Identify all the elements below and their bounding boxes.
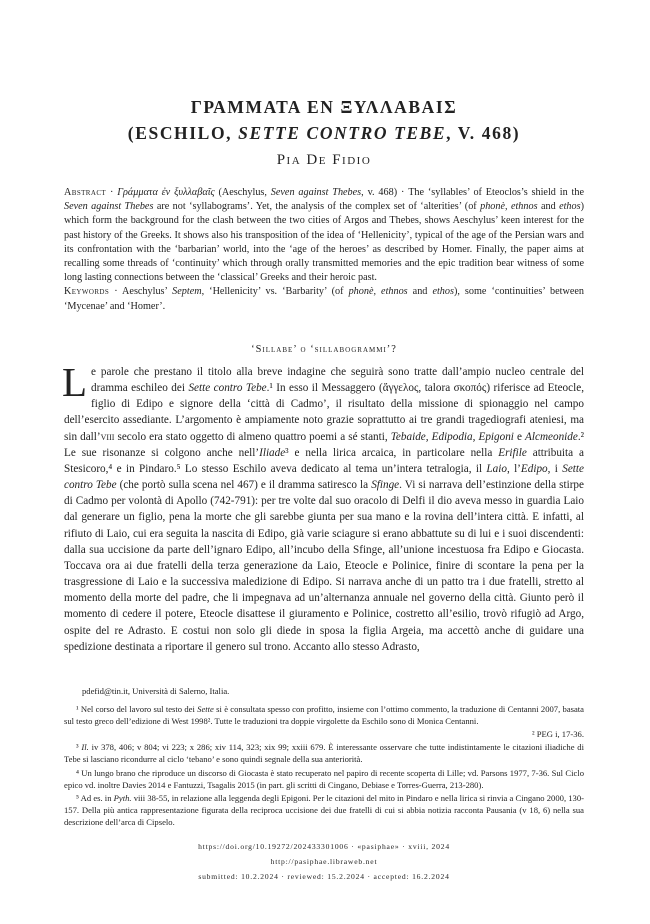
footnote-4: ⁴ Un lungo brano che riproduce un discorso di Giocasta è stato recuperato nel papiro di recente scoperta di Lille; vd. Parsons 1977, 7-36. Sul Ciclo epico vd. inoltre Davies 2014 e Fantuzzi, Tsagalis 2015 (in part. gli scritti di Cingano, Debiase e Torres-Guerra, 213-280).: [64, 767, 584, 790]
subtitle-work: SETTE CONTRO TEBE: [238, 123, 447, 143]
drop-cap: L: [62, 359, 88, 405]
abstract-greek: Γράμματα ἐν ξυλλαβαῖς: [117, 187, 215, 198]
body-text-run: e parole che prestano il titolo alla breve indagine che seguirà sono tratte dall’ampio nucleo centrale del dramma eschileo dei: [91, 366, 584, 395]
body-text-run: , l’: [506, 462, 521, 475]
footnote-text: ⁵ Ad es. in: [76, 792, 114, 803]
footnote-3: [64, 741, 584, 765]
subtitle-pre: (ESCHILO,: [127, 123, 239, 143]
keywords-text: · Aeschylus’: [109, 286, 173, 298]
title-subtitle: [64, 122, 584, 144]
footnote-work: Il.: [81, 742, 89, 753]
abstract-sep: ·: [106, 187, 118, 198]
footnote-work: Sette: [197, 704, 214, 715]
title-greek: ΓΡΑΜΜΑΤΑ ΕΝ ΞΥΛΛΑΒΑΙΣ: [190, 97, 458, 117]
body-work: Alcmeonide: [525, 430, 578, 443]
footnote-text: si è consultata spesso con profitto, insieme con l’ottimo commento, la traduzione di Centanni 2007, basata sul testo greco dell’edizione di West 1998². Tutte le traduzioni tra doppie virgolette da Eschilo sono di Monica Centanni.: [64, 704, 584, 727]
abstract-paragraph: [64, 186, 584, 285]
abstract-label: Abstract: [64, 187, 107, 198]
keywords-text: , ‘Hellenicity’ vs. ‘Barbarity’ (of: [201, 286, 349, 298]
author-affiliation: pdefid@tin.it, Università di Salerno, Italia.: [82, 686, 230, 696]
body-work: Sette contro Tebe: [64, 462, 584, 492]
footnote-text: iv 378, 406; v 804; vi 223; x 286; xiv 114, 323; xix 99; xxiii 679. È interessante osservare che tutte indistintamente le citazioni iliadiche di Tebe si lasciano ricondurre al ciclo ‘tebano’ e sono quindi segnale della sua anteriorità.: [64, 742, 584, 765]
abstract-text: and: [537, 201, 560, 213]
section-heading: ‘Sillabe’ o ‘sillabogrammi’?: [251, 344, 397, 355]
doi-line: https://doi.org/10.19272/202433301006 · «pasiphae» · xviii, 2024: [198, 842, 450, 851]
footnote-work: Pyth.: [113, 792, 132, 803]
body-paragraph: [62, 359, 584, 655]
keywords-label: Keywords: [64, 286, 110, 298]
abstract-work: Seven against Thebes: [64, 201, 154, 213]
body-work: Iliade: [259, 446, 286, 459]
body-text-run: .² Le sue risonanze si colgono anche nell’: [64, 430, 584, 459]
footnotes: [64, 685, 584, 829]
keywords-term: ethos: [432, 286, 454, 298]
body-work: Sfinge: [371, 479, 400, 492]
body-text-run: .¹ In esso il Messaggero (ἄγγελος, talora σκοπός) riferisce ad Eteocle, figlio di Edipo e signore della ‘città di Cadmo’, il risultato della missione di spionaggio nel campo dell’esercito assediante. L’argomento è ampiamente noto grazie soprattutto ai tre grandi tragediografi ateniesi, ma sin dall’: [64, 382, 584, 443]
abstract-text: ) which form the background for the clash between the two cities of Argos and Thebes, shows Aeschylus’ keen interest for the past history of the Greeks. It shows also his transposition of the idea of ‘Hellenicity’, typical of the age of the Persian wars and its confrontation with the ‘barbarian’ world, into the ‘age of the heroes’ as described by Homer. Finally, the paper aims at recalling some threads of ‘continuity’ which through orally transmitted memories and the epic tradition bear witness of some long lasting connections between the ‘classical’ Greeks and their heroic past.: [64, 201, 584, 284]
paper-page: [64, 0, 584, 924]
footnote-5: [64, 792, 584, 828]
footnote-text: ¹ Nel corso del lavoro sul testo dei: [76, 704, 198, 715]
abstract-text: are not ‘syllabograms’. Yet, the analysis of the complex set of ‘alterities’ (of: [153, 201, 481, 213]
footnote-2: ² PEG i, 17-36.: [532, 729, 584, 740]
footnote-text: ³: [76, 742, 82, 753]
abstract-term: ethos: [559, 201, 581, 213]
body-text-run: , i: [547, 462, 563, 475]
subtitle-post: , V. 468): [446, 123, 521, 143]
footnote-text: viii 38-55, in relazione alla leggenda degli Epigoni. Per le citazioni del mito in Pindaro e nella lirica si rinvia a Cingano 2000, 130-157. Della più antica rappresentazione figurata della reciproca uccisione dei due fratelli di cui si abbia notizia racconta Pausania (v 18, 6) nella sua descrizione dell’arca di Cipselo.: [64, 792, 584, 827]
dates-line: submitted: 10.2.2024 · reviewed: 15.2.2024 · accepted: 16.2.2024: [198, 872, 450, 881]
body-text-run: . Vi si narrava dell’estinzione della stirpe di Cadmo per volontà di Apollo (742-791): per tre volte dal suo oracolo di Delfi il dio aveva messo in guardia Laio dal generare un figlio, pena la morte che gli sarebbe giunta per sua mano e la rovina dell’intera città. E infatti, al rifiuto di Laio, cui era seguita la nascita di Edipo, già varie sciagure si erano abbattute su di lui e i suoi discendenti: dalla sua uccisione da parte dell’ignaro Edipo, all’incubo della Sfinge, all’unione incestuosa fra Edipo e Giocasta. Toccava ora ai due fratelli della terza generazione da Laio, Eteocle e Polinice, finire di scontare la pena per la trasgressione di Laio e la successiva maledizione di Edipo. Si narrava anche di un patto tra i due fratelli, stretto al momento della morte del padre, che li impegnava ad un’alternanza annuale nel governo della città. Giunto però il momento di cedere il potere, Eteocle disattese il giuramento e Polinice, costretto all’esilio, trovò rifugiò ad Argo, ospite del re Adrasto. E costui non solo gli diede in sposa la figlia Argeia, ma accettò anche di guidare una spedizione destinata a riportare il genero sul trono. Accanto allo stesso Adrasto,: [64, 479, 584, 653]
abstract-term: phonè, ethnos: [480, 201, 538, 213]
body-work: Erifile: [498, 446, 527, 459]
keywords-text: and: [407, 286, 433, 298]
body-text: [62, 359, 584, 655]
footnote-1: [64, 703, 584, 727]
body-century: viii: [100, 430, 115, 443]
body-work: Tebaide, Edipodia, Epigoni: [390, 430, 514, 443]
abstract-text: (Aeschylus,: [214, 187, 271, 198]
body-work: Edipo: [520, 462, 548, 475]
body-text-run: (che portò sulla scena nel 467) e il dramma satiresco la: [116, 479, 372, 492]
keywords-text: ), some ‘continuities’ between ‘Mycenae’ and ‘Homer’.: [64, 286, 584, 312]
abstract-text: , v. 468) · The ‘syllables’ of Eteoclos’s shield in the: [361, 187, 584, 198]
body-work: Sette contro Tebe: [188, 382, 267, 395]
abstract-work: Seven against Thebes: [270, 187, 362, 198]
author-name: Pia De Fidio: [276, 152, 372, 168]
body-text-run: e: [513, 430, 526, 443]
body-text-run: ³ e nella lirica arcaica, in particolare nella: [285, 446, 499, 459]
body-text-run: secolo era stato oggetto di almeno quattro poemi a sé stanti,: [114, 430, 391, 443]
keywords-term: phonè, ethnos: [348, 286, 408, 298]
body-text-run: attribuita a Stesicoro,⁴ e in Pindaro.⁵ Lo stesso Eschilo aveva dedicato al tema un’intera tetralogia, il: [64, 446, 584, 475]
abstract-block: [64, 186, 584, 314]
keywords-paragraph: [64, 285, 584, 313]
keywords-work: Septem: [172, 286, 202, 298]
body-work: Laio: [486, 462, 507, 475]
site-link[interactable]: http://pasiphae.libraweb.net: [270, 857, 378, 866]
